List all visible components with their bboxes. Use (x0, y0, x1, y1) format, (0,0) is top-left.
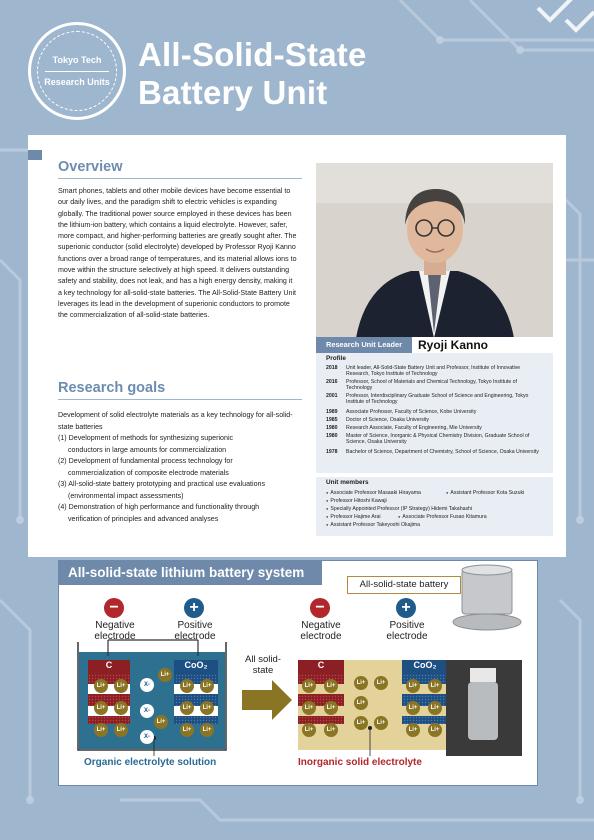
lithium-ion-marker: Li+ (114, 723, 128, 737)
member-item: ● Associate Professor Fusao Kitamura (398, 514, 487, 520)
member-item: ● Associate Professor Masaaki Hirayama (326, 490, 421, 496)
profile-row: 1985 Doctor of Science, Osaka University (326, 417, 430, 423)
title-line2: Battery Unit (138, 74, 328, 111)
anion-marker: X- (140, 704, 154, 718)
overview-divider (58, 178, 302, 179)
lithium-ion-marker: Li+ (374, 676, 388, 690)
leader-portrait (316, 163, 553, 338)
member-item: ● Professor Hitoshi Kawaji (326, 498, 387, 504)
lithium-ion-marker: Li+ (428, 723, 442, 737)
card-accent (28, 150, 42, 160)
overview-text: Smart phones, tablets and other mobile devices have become essential to our daily lives, and the paradigm shift to electric vehicles is expanding globally. The traditional power source employed in these devices has been the lithium-ion battery, which contains a liquid electrolyte. However, safer, more compact, and higher-performing batteries are greatly sought after. The superionic conductor (solid electrolyte) developed by Professor Ryoji Kanno functions over a broad range of temperatures, and its material allows ions to move within the structure selectively at high speed. It delivers outstanding safety and stability, does not leak, and has a high energy density, making it a key technology for all-solid-state batteries. The All-Solid-State Battery Unit leverages its lead in the development of superionic conductors to promote the commercialization of all-solid-state batteries. (58, 187, 297, 320)
lithium-ion-marker: Li+ (324, 723, 338, 737)
member-item: ● Assistant Professor Kota Suzuki (446, 490, 524, 496)
lithium-ion-marker: Li+ (302, 701, 316, 715)
logo-line1: Tokyo Tech (52, 55, 102, 65)
positive-electrode-label: Positive electrode (174, 620, 216, 642)
goal-item: (3) All-solid-state battery prototyping and practical use evaluations (58, 480, 266, 488)
profile-row: 1978 Bachelor of Science, Department of Chemistry, School of Science, Osaka University (326, 449, 539, 455)
goal-item: verification of principles and advanced analyses (68, 514, 219, 523)
arrow-label: All solid- state (245, 654, 281, 676)
coo2-electrode-label: CoO₂ (413, 660, 437, 670)
diagram-title: All-solid-state lithium battery system (58, 561, 322, 585)
lithium-ion-marker: Li+ (406, 723, 420, 737)
members-heading: Unit members (326, 479, 369, 486)
lithium-ion-marker: Li+ (200, 679, 214, 693)
member-item: ● Professor Hajime Arai (326, 514, 381, 520)
minus-icon: − (310, 598, 330, 618)
lithium-ion-marker: Li+ (94, 723, 108, 737)
lithium-ion-marker: Li+ (354, 696, 368, 710)
profile-box (316, 353, 553, 473)
anion-marker: X- (140, 678, 154, 692)
research-goals-text (58, 410, 302, 525)
lithium-ion-marker: Li+ (94, 701, 108, 715)
negative-electrode-label: Negative electrode (300, 620, 342, 642)
lithium-ion-marker: Li+ (324, 701, 338, 715)
lithium-ion-marker: Li+ (200, 723, 214, 737)
goal-item: (1) Development of methods for synthesizing superionic (58, 434, 234, 442)
lithium-ion-marker: Li+ (428, 701, 442, 715)
plus-icon: + (184, 598, 204, 618)
lithium-ion-marker: Li+ (180, 701, 194, 715)
logo-line2: Research Units (44, 77, 110, 87)
goal-item: (2) Development of fundamental process technology for (58, 457, 233, 465)
lithium-ion-marker: Li+ (180, 723, 194, 737)
lithium-ion-marker: Li+ (200, 701, 214, 715)
negative-electrode-label: Negative electrode (94, 620, 136, 642)
battery-callout: All-solid-state battery (347, 576, 461, 594)
lithium-ion-marker: Li+ (406, 679, 420, 693)
lithium-ion-marker: Li+ (354, 676, 368, 690)
c-electrode-label: C (317, 660, 325, 670)
lithium-ion-marker: Li+ (302, 723, 316, 737)
leader-name: Ryoji Kanno (412, 337, 553, 353)
anion-marker: X- (140, 730, 154, 744)
profile-row: 2001 Professor, Interdisciplinary Graduate School of Science and Engineering, Tokyo Institute of Technology (326, 393, 529, 406)
c-electrode-label: C (105, 660, 113, 670)
lithium-ion-marker: Li+ (428, 679, 442, 693)
coo2-electrode-label: CoO₂ (184, 660, 208, 670)
lithium-ion-marker: Li+ (374, 716, 388, 730)
member-item: ● Assistant Professor Takeyoshi Okajima (326, 522, 420, 528)
goals-divider (58, 399, 302, 400)
minus-icon: − (104, 598, 124, 618)
lithium-ion-marker: Li+ (354, 716, 368, 730)
lithium-ion-marker: Li+ (406, 701, 420, 715)
page-title (138, 36, 367, 112)
lithium-ion-marker: Li+ (158, 668, 172, 682)
profile-row: 1989 Associate Professor, Faculty of Science, Kobe University (326, 409, 477, 415)
goal-item: (4) Demonstration of high performance and functionality through (58, 503, 260, 511)
lithium-ion-marker: Li+ (180, 679, 194, 693)
battery-cells-graphic (58, 560, 538, 786)
lithium-ion-marker: Li+ (302, 679, 316, 693)
profile-row: 1980 Research Associate, Faculty of Engineering, Mie University (326, 425, 482, 431)
profile-row: 2016 Professor, School of Materials and Chemical Technology, Tokyo Institute of Technology (326, 379, 517, 392)
overview-heading: Overview (58, 159, 123, 175)
tokyo-tech-logo (28, 22, 126, 120)
profile-row: 2018 Unit leader, All-Solid-State Battery Unit and Professor, Institute of Innovative Research, Tokyo Institute of Technology (326, 365, 521, 378)
leader-label: Research Unit Leader (316, 337, 412, 353)
member-item: ● Specially Appointed Professor (IP Strategy) Hidemi Takahashi (326, 506, 472, 512)
goal-item: conductors in large amounts for commercialization (68, 445, 227, 454)
members-box (316, 477, 553, 536)
title-line1: All-Solid-State (138, 36, 367, 73)
lithium-ion-marker: Li+ (94, 679, 108, 693)
research-goals-heading: Research goals (58, 380, 166, 396)
goal-item: commercialization of composite electrode materials (68, 468, 229, 477)
goal-item: (environmental impact assessments) (68, 491, 184, 500)
check-icon (538, 0, 572, 20)
lithium-ion-marker: Li+ (114, 701, 128, 715)
inorganic-electrolyte-caption: Inorganic solid electrolyte (298, 757, 422, 768)
lithium-ion-marker: Li+ (324, 679, 338, 693)
lithium-ion-marker: Li+ (114, 679, 128, 693)
profile-heading: Profile (326, 355, 346, 362)
lithium-ion-marker: Li+ (154, 715, 168, 729)
goals-intro: Development of solid electrolyte materials as a key technology for all-solid-state batteries (58, 411, 293, 431)
organic-electrolyte-caption: Organic electrolyte solution (84, 757, 217, 768)
profile-row: 1980 Master of Science, Inorganic & Physical Chemistry Division, Graduate School of Science, Osaka University (326, 433, 530, 446)
positive-electrode-label: Positive electrode (386, 620, 428, 642)
plus-icon: + (396, 598, 416, 618)
